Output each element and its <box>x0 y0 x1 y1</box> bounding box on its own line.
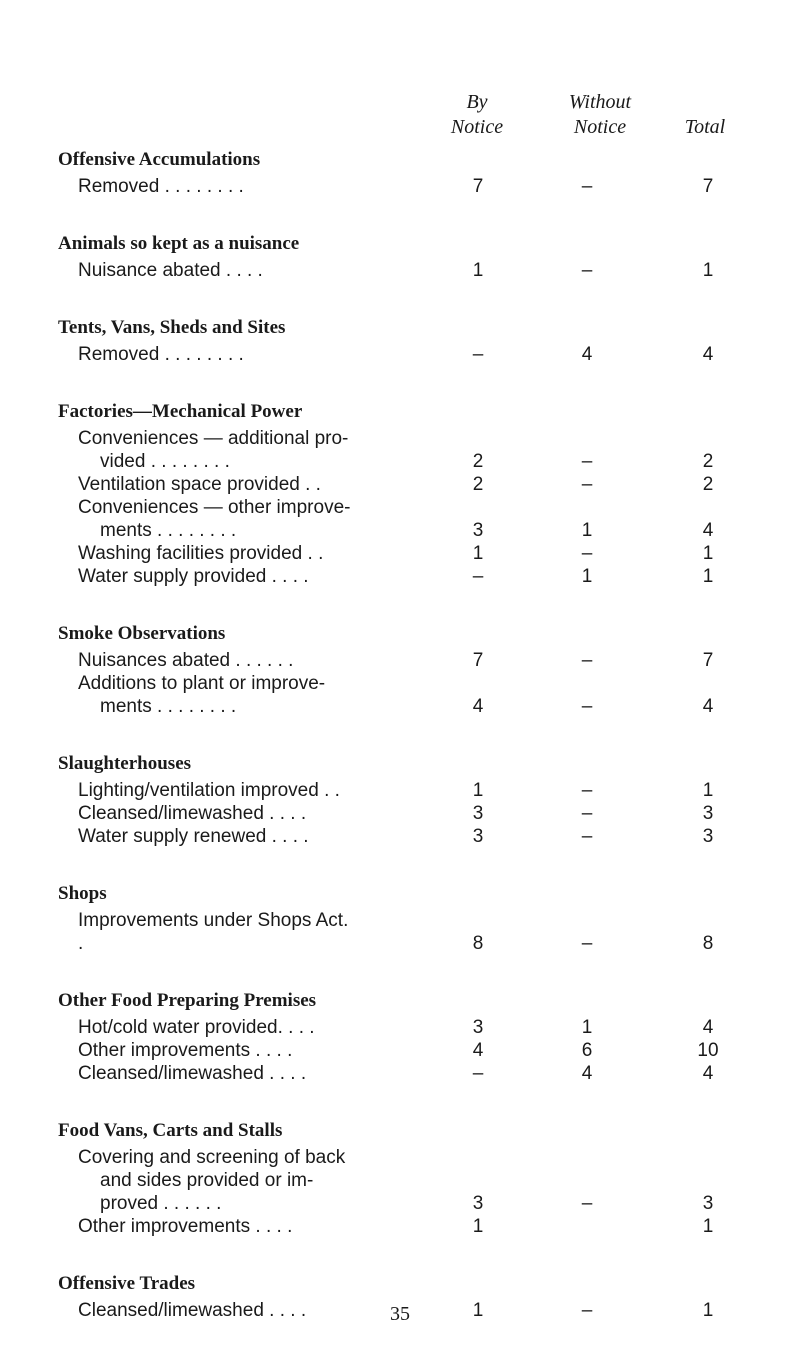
row-label-line: Nuisances abated . . . . . . <box>78 650 294 671</box>
table-row <box>58 825 758 848</box>
without-notice-value: 1 <box>581 1017 593 1038</box>
without-notice-value: – <box>581 826 593 847</box>
row-label <box>58 1215 358 1238</box>
row-label-line: Conveniences — other improve- <box>78 497 351 518</box>
table-row <box>58 175 758 198</box>
row-label-line: Cleansed/limewashed . . . . <box>78 803 307 824</box>
table-row <box>58 802 758 825</box>
table-row <box>58 427 758 473</box>
without-notice-value: – <box>581 474 593 495</box>
without-notice-value: – <box>581 803 593 824</box>
table-row <box>58 1039 758 1062</box>
row-label-line: Improvements under Shops Act. . <box>78 910 349 954</box>
table-section <box>58 1116 758 1238</box>
without-notice-value: – <box>581 260 593 281</box>
total-value: 4 <box>702 344 714 365</box>
by-notice-value: 1 <box>472 543 484 564</box>
by-notice-value: – <box>472 1063 484 1084</box>
table-row <box>58 343 758 366</box>
table-row <box>58 542 758 565</box>
row-label-line: Washing facilities provided . . <box>78 543 324 564</box>
by-notice-value: 4 <box>472 1040 484 1061</box>
total-value: 1 <box>702 543 714 564</box>
row-label <box>58 825 358 848</box>
without-notice-value: – <box>581 176 593 197</box>
row-label <box>58 649 358 672</box>
without-notice-value: – <box>581 1193 593 1214</box>
row-label-line: and sides provided or im- <box>100 1170 314 1191</box>
row-label-line: Cleansed/limewashed . . . . <box>78 1300 307 1321</box>
total-value: 4 <box>702 520 714 541</box>
row-label <box>58 802 358 825</box>
by-notice-value: 3 <box>472 520 484 541</box>
by-notice-value: 2 <box>472 451 484 472</box>
section-title: Factories—Mechanical Power <box>58 401 303 422</box>
by-notice-value: 1 <box>472 1300 484 1321</box>
row-label <box>58 542 358 565</box>
table-section <box>58 749 758 848</box>
total-value: 8 <box>702 933 714 954</box>
row-label-line: Removed . . . . . . . . <box>78 344 244 365</box>
row-label <box>58 565 358 588</box>
total-value: 4 <box>702 696 714 717</box>
row-label-line: Conveniences — additional pro- <box>78 428 349 449</box>
section-title: Shops <box>58 883 107 904</box>
column-header-by-notice <box>412 90 542 140</box>
table-row <box>58 565 758 588</box>
table-row <box>58 649 758 672</box>
table-row <box>58 672 758 718</box>
without-notice-value: 1 <box>581 566 593 587</box>
by-notice-value: 1 <box>472 780 484 801</box>
without-notice-value: – <box>581 780 593 801</box>
by-notice-value: 7 <box>472 650 484 671</box>
row-label <box>58 175 358 198</box>
by-notice-value: – <box>472 566 484 587</box>
column-header-line: Total <box>684 116 726 138</box>
row-label-line: Other improvements . . . . <box>78 1040 293 1061</box>
table-row <box>58 259 758 282</box>
row-label-line: vided . . . . . . . . <box>100 451 230 472</box>
table-section <box>58 986 758 1085</box>
row-label-line: Lighting/ventilation improved . . <box>78 780 340 801</box>
section-title: Smoke Observations <box>58 623 226 644</box>
total-value: 1 <box>702 1300 714 1321</box>
row-label-line: Nuisance abated . . . . <box>78 260 263 281</box>
row-label <box>58 1146 358 1215</box>
section-title: Food Vans, Carts and Stalls <box>58 1120 283 1141</box>
row-label-line: Removed . . . . . . . . <box>78 176 244 197</box>
row-label <box>58 779 358 802</box>
total-value: 2 <box>702 474 714 495</box>
by-notice-value: 4 <box>472 696 484 717</box>
table-row <box>58 496 758 542</box>
row-label-line: Ventilation space provided . . <box>78 474 321 495</box>
total-value: 1 <box>702 260 714 281</box>
table-row <box>58 1215 758 1238</box>
by-notice-value: 1 <box>472 260 484 281</box>
without-notice-value: – <box>581 543 593 564</box>
by-notice-value: 3 <box>472 1193 484 1214</box>
row-label-line: Water supply provided . . . . <box>78 566 309 587</box>
by-notice-value: 1 <box>472 1216 484 1237</box>
total-value: 1 <box>702 566 714 587</box>
table-row <box>58 779 758 802</box>
column-header-without-notice <box>525 90 675 140</box>
row-label-line: proved . . . . . . <box>100 1193 222 1214</box>
total-value: 2 <box>702 451 714 472</box>
without-notice-value: – <box>581 696 593 717</box>
row-label <box>58 1016 358 1039</box>
without-notice-value: – <box>581 451 593 472</box>
table-row <box>58 909 758 955</box>
row-label <box>58 473 358 496</box>
row-label-line: Hot/cold water provided. . . . <box>78 1017 315 1038</box>
column-header-line: Notice <box>573 116 627 138</box>
row-label <box>58 1039 358 1062</box>
by-notice-value: 8 <box>472 933 484 954</box>
row-label-line: Other improvements . . . . <box>78 1216 293 1237</box>
without-notice-value: 6 <box>581 1040 593 1061</box>
without-notice-value: – <box>581 1300 593 1321</box>
section-title: Offensive Accumulations <box>58 149 261 170</box>
row-label-line: Water supply renewed . . . . <box>78 826 309 847</box>
table-row <box>58 1146 758 1215</box>
table-section <box>58 619 758 718</box>
table-row <box>58 1016 758 1039</box>
table-row <box>58 1062 758 1085</box>
total-value: 4 <box>702 1063 714 1084</box>
notices-table <box>58 145 758 1353</box>
column-header-line: Without <box>568 91 632 113</box>
by-notice-value: – <box>472 344 484 365</box>
row-label-line: ments . . . . . . . . <box>100 696 237 717</box>
without-notice-value: 1 <box>581 520 593 541</box>
row-label-line: Covering and screening of back <box>78 1147 346 1168</box>
section-title: Tents, Vans, Sheds and Sites <box>58 317 286 338</box>
table-section <box>58 879 758 955</box>
section-title: Offensive Trades <box>58 1273 196 1294</box>
row-label <box>58 909 358 955</box>
column-header-line: Notice <box>450 116 504 138</box>
total-value: 4 <box>702 1017 714 1038</box>
by-notice-value: 3 <box>472 1017 484 1038</box>
without-notice-value: 4 <box>581 1063 593 1084</box>
row-label-line: Additions to plant or improve- <box>78 673 326 694</box>
row-label-line: Cleansed/limewashed . . . . <box>78 1063 307 1084</box>
without-notice-value: – <box>581 933 593 954</box>
by-notice-value: 3 <box>472 826 484 847</box>
column-header-total <box>655 115 755 140</box>
total-value: 3 <box>702 826 714 847</box>
total-value: 3 <box>702 1193 714 1214</box>
row-label <box>58 496 358 542</box>
by-notice-value: 3 <box>472 803 484 824</box>
row-label <box>58 1062 358 1085</box>
column-header-line: By <box>466 91 488 113</box>
total-value: 7 <box>702 650 714 671</box>
page-number: 35 <box>390 1303 410 1325</box>
total-value: 3 <box>702 803 714 824</box>
section-title: Slaughterhouses <box>58 753 192 774</box>
without-notice-value: 4 <box>581 344 593 365</box>
row-label <box>58 427 358 473</box>
total-value: 1 <box>702 780 714 801</box>
row-label <box>58 343 358 366</box>
row-label <box>58 672 358 718</box>
table-section <box>58 313 758 366</box>
by-notice-value: 2 <box>472 474 484 495</box>
table-section <box>58 397 758 588</box>
section-title: Animals so kept as a nuisance <box>58 233 300 254</box>
by-notice-value: 7 <box>472 176 484 197</box>
table-section <box>58 145 758 198</box>
table-section <box>58 229 758 282</box>
total-value: 1 <box>702 1216 714 1237</box>
without-notice-value: – <box>581 650 593 671</box>
row-label-line: ments . . . . . . . . <box>100 520 237 541</box>
table-row <box>58 473 758 496</box>
section-title: Other Food Preparing Premises <box>58 990 317 1011</box>
total-value: 7 <box>702 176 714 197</box>
row-label <box>58 259 358 282</box>
total-value: 10 <box>697 1040 719 1061</box>
